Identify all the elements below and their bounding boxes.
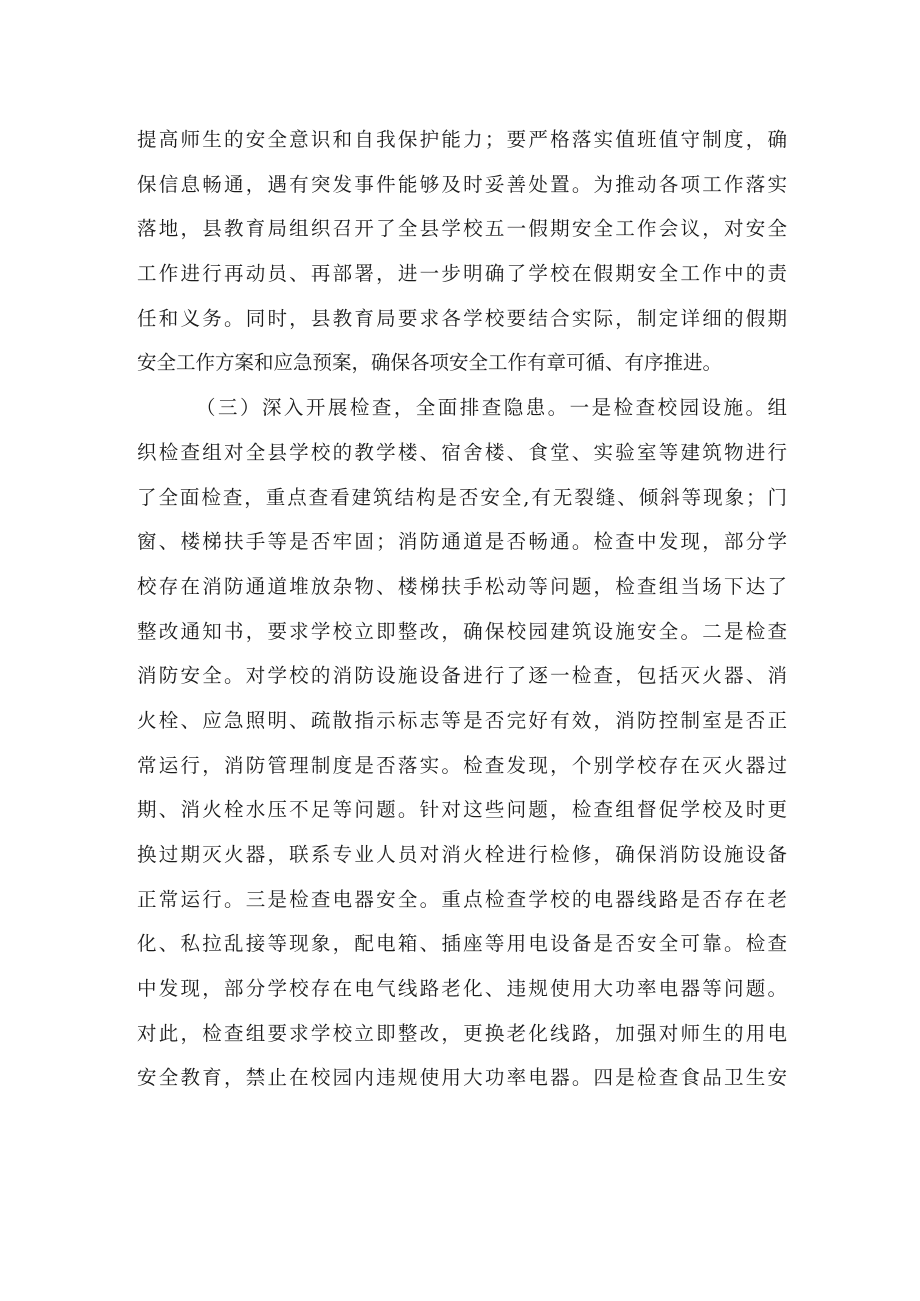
text-line: 换过期灭火器，联系专业人员对消火栓进行检修，确保消防设施设备 [137,843,787,866]
text-line: 提高师生的安全意识和自我保护能力；要严格落实值班值守制度，确 [137,128,787,151]
text-line: 常运行，消防管理制度是否落实。检查发现，个别学校存在灭火器过 [137,753,787,777]
text-line: 火栓、应急照明、疏散指示标志等是否完好有效，消防控制室是否正 [137,708,787,732]
text-line: 正常运行。三是检查电器安全。重点检查学校的电器线路是否存在老 [137,887,787,911]
text-line: 织检查组对全县学校的教学楼、宿舍楼、食堂、实验室等建筑物进行 [137,440,787,464]
text-line: 期、消火栓水压不足等问题。针对这些问题，检查组督促学校及时更 [137,798,787,822]
body-text [137,118,787,1101]
text-line: 化、私拉乱接等现象，配电箱、插座等用电设备是否安全可靠。检查 [137,932,787,956]
text-line: 落地，县教育局组织召开了全县学校五一假期安全工作会议，对安全 [137,217,787,241]
text-line: 对此，检查组要求学校立即整改，更换老化线路，加强对师生的用电 [137,1021,787,1045]
text-line: 中发现，部分学校存在电气线路老化、违规使用大功率电器等问题。 [137,977,787,1001]
text-line: 安全教育，禁止在校园内违规使用大功率电器。四是检查食品卫生安 [137,1066,787,1090]
text-line: 任和义务。同时，县教育局要求各学校要结合实际，制定详细的假期 [137,306,787,330]
text-line: 安全工作方案和应急预案，确保各项安全工作有章可循、有序推进。 [137,351,723,375]
text-line: 保信息畅通，遇有突发事件能够及时妥善处置。为推动各项工作落实 [137,172,787,196]
text-line: 消防安全。对学校的消防设施设备进行了逐一检查，包括灭火器、消 [137,664,787,688]
text-line: 校存在消防通道堆放杂物、楼梯扶手松动等问题，检查组当场下达了 [137,574,787,598]
text-line: 工作进行再动员、再部署，进一步明确了学校在假期安全工作中的责 [137,262,787,286]
section-heading-line: （三）深入开展检查，全面排查隐患。一是检查校园设施。组 [196,396,787,420]
text-line: 整改通知书，要求学校立即整改，确保校园建筑设施安全。二是检查 [137,619,787,643]
text-line: 了全面检查，重点查看建筑结构是否安全,有无裂缝、倾斜等现象；门 [137,485,787,509]
text-line: 窗、楼梯扶手等是否牢固；消防通道是否畅通。检查中发现，部分学 [137,530,787,554]
